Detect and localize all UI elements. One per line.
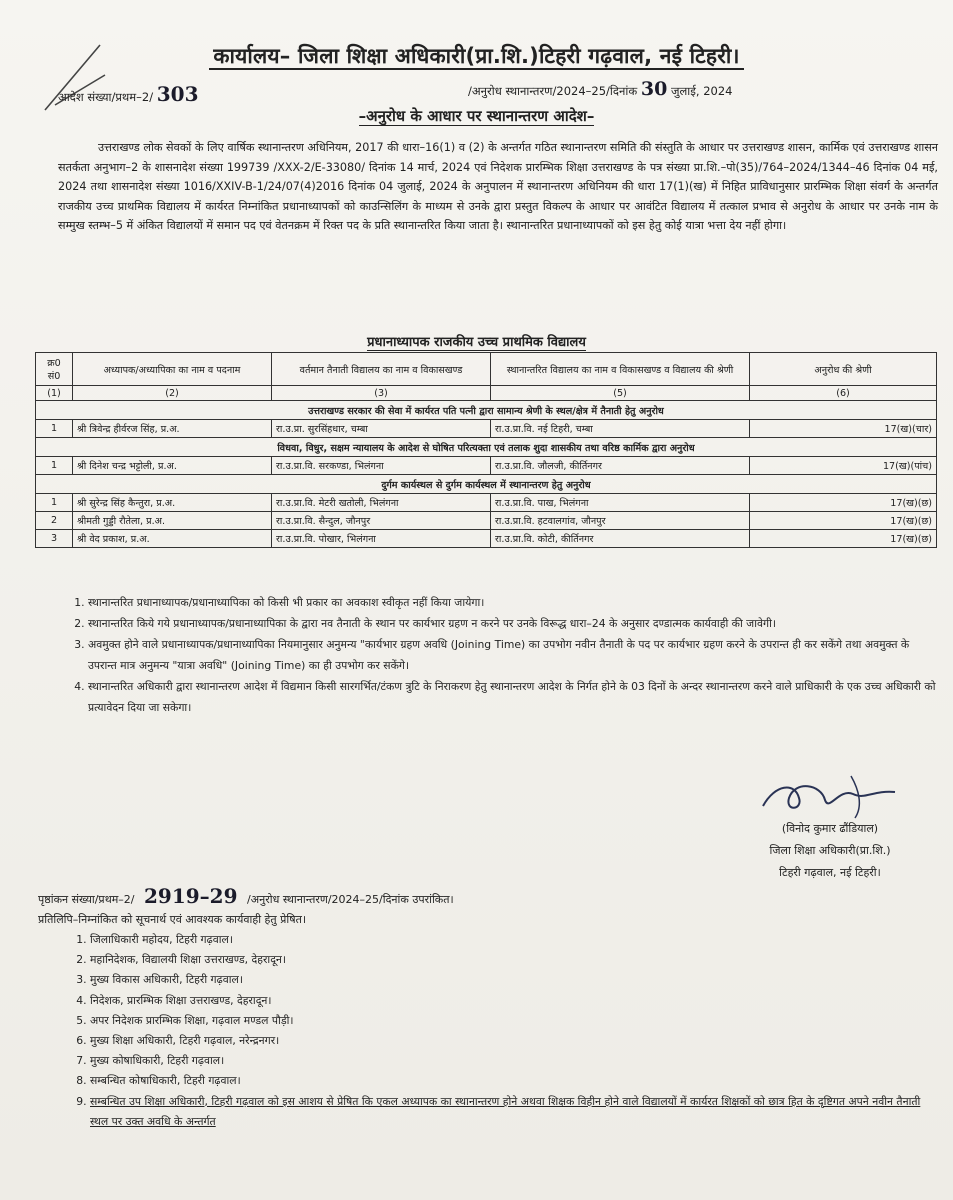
col-number: (2)	[73, 386, 272, 401]
condition-item: 4. स्थानान्तरित अधिकारी द्वारा स्थानान्तरण आदेश में विद्यमान किसी सारगर्भित/टंकण त्रुटि के निराकरण हेतु स्थानान्तरण आदेश के निर्गत होने के 03 दिनों के अन्दर स्थानान्तरण करने वाले प्राधिकारी के एक उच्च अधिकारी को प्रत्यावेदन दिया जा सकेगा।	[88, 676, 938, 718]
order-date-rest: जुलाई, 2024	[670, 84, 733, 98]
section-title: उत्तराखण्ड सरकार की सेवा में कार्यरत पति पत्नी द्वारा सामान्य श्रेणी के स्थल/क्षेत्र में तैनाती हेतु अनुरोध	[36, 401, 937, 420]
order-ref: /अनुरोध स्थानान्तरण/2024–25/दिनांक	[468, 84, 638, 98]
cell-category: 17(ख)(छ)	[750, 494, 937, 512]
cc-item: 9. सम्बन्धित उप शिक्षा अधिकारी, टिहरी गढ़वाल को इस आशय से प्रेषित कि एकल अध्यापक का स्थानान्तरण होने अथवा शिक्षक विहीन होने वाले विद्यालयों में कार्यरत शिक्षकों को छात्र हित के दृष्टिगत अपने नवीन तैनाती स्थल पर उक्त अवधि के अन्तर्गत	[90, 1092, 940, 1132]
section-title-row	[36, 475, 937, 494]
copy-line: प्रतिलिपि–निम्नांकित को सूचनार्थ एवं आवश्यक कार्यवाही हेतु प्रेषित।	[38, 913, 307, 926]
table-row	[36, 420, 937, 438]
cc-item: 6. मुख्य शिक्षा अधिकारी, टिहरी गढ़वाल, नरेन्द्रनगर।	[90, 1031, 940, 1051]
table-row	[36, 512, 937, 530]
cell-category: 17(ख)(पांच)	[750, 457, 937, 475]
cell-category: 17(ख)(छ)	[750, 530, 937, 548]
cell-category: 17(ख)(छ)	[750, 512, 937, 530]
cell-name: श्री दिनेश चन्द्र भट्टोली, प्र.अ.	[73, 457, 272, 475]
conditions-list	[58, 592, 938, 718]
order-date-day: 30	[640, 78, 668, 100]
order-date-line	[468, 78, 733, 100]
cc-item: 3. मुख्य विकास अधिकारी, टिहरी गढ़वाल।	[90, 970, 940, 990]
cell-current: रा.उ.प्रा.वि. सरकण्डा, भिलंगना	[272, 457, 491, 475]
col-header-category: अनुरोध की श्रेणी	[750, 353, 937, 386]
cell-current: रा.उ.प्रा.वि. सैन्दुल, जौनपुर	[272, 512, 491, 530]
endorsement-line	[38, 886, 938, 910]
cc-item: 1. जिलाधिकारी महोदय, टिहरी गढ़वाल।	[90, 930, 940, 950]
cell-transferred: रा.उ.प्रा.वि. जौलजी, कीर्तिनगर	[491, 457, 750, 475]
col-header-transferred: स्थानान्तरित विद्यालय का नाम व विकासखण्ड व विद्यालय की श्रेणी	[491, 353, 750, 386]
signatory-block	[700, 818, 953, 884]
cell-transferred: रा.उ.प्रा.वि. हटवालगांव, जौनपुर	[491, 512, 750, 530]
cc-item: 7. मुख्य कोषाधिकारी, टिहरी गढ़वाल।	[90, 1051, 940, 1071]
table-row	[36, 530, 937, 548]
cc-item: 2. महानिदेशक, विद्यालयी शिक्षा उत्तराखण्ड, देहरादून।	[90, 950, 940, 970]
col-header-name: अध्यापक/अध्यापिका का नाम व पदनाम	[73, 353, 272, 386]
col-number: (6)	[750, 386, 937, 401]
col-number: (5)	[491, 386, 750, 401]
signatory-location: टिहरी गढ़वाल, नई टिहरी।	[779, 866, 881, 879]
office-title: कार्यालय– जिला शिक्षा अधिकारी(प्रा.शि.)टिहरी गढ़वाल, नई टिहरी।	[0, 42, 953, 70]
cc-list	[60, 930, 940, 1132]
intro-paragraph: उत्तराखण्ड लोक सेवकों के लिए वार्षिक स्थानान्तरण अधिनियम, 2017 की धारा–16(1) व (2) के अन्तर्गत गठित स्थानान्तरण समिति की संस्तुति के आधार पर उत्तराखण्ड शासन, कार्मिक एवं उत्तराखण्ड शासन सतर्कता अनुभाग–2 के शासनादेश संख्या 199739 /XXX-2/E-33080/ दिनांक 14 मार्च, 2024 एवं निदेशक प्रारम्भिक शिक्षा उत्तराखण्ड के पत्र संख्या प्रा.शि.–पो(35)/764–2024/1344–46 दिनांक 04 मई, 2024 तथा शासनादेश संख्या 1016/XXIV-B-1/24/07(4)2016 दिनांक 04 जुलाई, 2024 के अनुपालन में स्थानान्तरण अधिनियम की धारा 17(1)(ख) में निहित प्राविधानुसार प्रारम्भिक शिक्षा संवर्ग के अन्तर्गत राजकीय उच्च प्राथमिक विद्यालय में कार्यरत निम्नांकित प्रधानाध्यापकों को काउन्सिलिंग के माध्यम से उनके द्वारा प्रस्तुत विकल्प के आधार पर आवंटित विद्यालय में तत्काल प्रभाव से अनुरोध के आधार पर उनके नाम के सम्मुख स्तम्भ–5 में अंकित विद्यालयों में समान पद एवं वेतनक्रम में रिक्त पद के प्रति स्थानान्तरित किया जाता है। स्थानान्तरित प्रधानाध्यापकों को इस हेतु कोई यात्रा भत्ता देय नहीं होगा।	[58, 141, 938, 233]
cell-sn: 2	[36, 512, 73, 530]
table-row	[36, 457, 937, 475]
cell-sn: 3	[36, 530, 73, 548]
order-no-handwritten: 303	[156, 82, 199, 106]
cc-item: 4. निदेशक, प्रारम्भिक शिक्षा उत्तराखण्ड, देहरादून।	[90, 991, 940, 1011]
signatory-designation: जिला शिक्षा अधिकारी(प्रा.शि.)	[769, 844, 891, 857]
signature-scribble-icon	[755, 770, 905, 820]
cc-item: 8. सम्बन्धित कोषाधिकारी, टिहरी गढ़वाल।	[90, 1071, 940, 1091]
order-subject: –अनुरोध के आधार पर स्थानान्तरण आदेश–	[358, 107, 595, 125]
col-header-current: वर्तमान तैनाती विद्यालय का नाम व विकासखण्ड	[272, 353, 491, 386]
transfer-table	[35, 352, 937, 548]
section-title-row	[36, 438, 937, 457]
cell-transferred: रा.उ.प्रा.वि. कोटी, कीर्तिनगर	[491, 530, 750, 548]
endorsement-ref: /अनुरोध स्थानान्तरण/2024–25/दिनांक उपरांकित।	[247, 893, 454, 906]
cell-transferred: रा.उ.प्रा.वि. नई टिहरी, चम्बा	[491, 420, 750, 438]
condition-item: 3. अवमुक्त होने वाले प्रधानाध्यापक/प्रधानाध्यापिका नियमानुसार अनुमन्य "कार्यभार ग्रहण अवधि (Joining Time) का उपभोग नवीन तैनाती के पद पर कार्यभार ग्रहण करने के उपरान्त ही कर सकेंगे तथा अवमुक्त के उपरान्त मात्र अनुमन्य "यात्रा अवधि" (Joining Time) का ही उपभोग कर सकेंगे।	[88, 634, 938, 676]
col-number: (3)	[272, 386, 491, 401]
cell-sn: 1	[36, 420, 73, 438]
cell-sn: 1	[36, 494, 73, 512]
cell-category: 17(ख)(चार)	[750, 420, 937, 438]
cell-current: रा.उ.प्रा.वि. मेटरी खतोली, भिलंगना	[272, 494, 491, 512]
signatory-name: (विनोद कुमार ढौंडियाल)	[781, 822, 879, 835]
cell-transferred: रा.उ.प्रा.वि. पाख, भिलंगना	[491, 494, 750, 512]
section-title: दुर्गम कार्यस्थल से दुर्गम कार्यस्थल में स्थानान्तरण हेतु अनुरोध	[36, 475, 937, 494]
section-title: विधवा, विधुर, सक्षम न्यायालय के आदेश से घोषित परित्यक्ता एवं तलाक शुदा शासकीय तथा वरिष्ठ कार्मिक द्वारा अनुरोध	[36, 438, 937, 457]
table-header-row	[36, 353, 937, 386]
section-title-row	[36, 401, 937, 420]
cell-name: श्रीमती गुड्डी रौतेला, प्र.अ.	[73, 512, 272, 530]
cell-name: श्री वेद प्रकाश, प्र.अ.	[73, 530, 272, 548]
order-number-line	[58, 82, 198, 106]
col-number: (1)	[36, 386, 73, 401]
cell-current: रा.उ.प्रा.वि. पोखार, भिलंगना	[272, 530, 491, 548]
condition-item: 1. स्थानान्तरित प्रधानाध्यापक/प्रधानाध्यापिका को किसी भी प्रकार का अवकाश स्वीकृत नहीं किया जायेगा।	[88, 592, 938, 613]
cc-item: 5. अपर निदेशक प्रारम्भिक शिक्षा, गढ़वाल मण्डल पौड़ी।	[90, 1011, 940, 1031]
table-caption: प्रधानाध्यापक राजकीय उच्च प्राथमिक विद्यालय	[367, 335, 586, 350]
col-header-sn: क्र0 सं0	[36, 353, 73, 386]
endorsement-label: पृष्ठांकन संख्या/प्रथम–2/	[38, 893, 135, 906]
cell-name: श्री सुरेन्द्र सिंह कैन्तुरा, प्र.अ.	[73, 494, 272, 512]
col-number-row	[36, 386, 937, 401]
cell-sn: 1	[36, 457, 73, 475]
table-row	[36, 494, 937, 512]
condition-item: 2. स्थानान्तरित किये गये प्रधानाध्यापक/प्रधानाध्यापिका के द्वारा नव तैनाती के स्थान पर कार्यभार ग्रहण न करने पर उनके विरूद्ध धारा–24 के अनुसार दण्डात्मक कार्यवाही की जावेगी।	[88, 613, 938, 634]
endorsement-block	[38, 886, 938, 930]
cell-current: रा.उ.प्रा. सुरसिंहधार, चम्बा	[272, 420, 491, 438]
order-no-label: आदेश संख्या/प्रथम–2/	[58, 90, 154, 104]
cell-name: श्री त्रिवेन्द्र हीर्वरज सिंह, प्र.अ.	[73, 420, 272, 438]
endorsement-number-handwritten: 2919–29	[144, 884, 238, 908]
